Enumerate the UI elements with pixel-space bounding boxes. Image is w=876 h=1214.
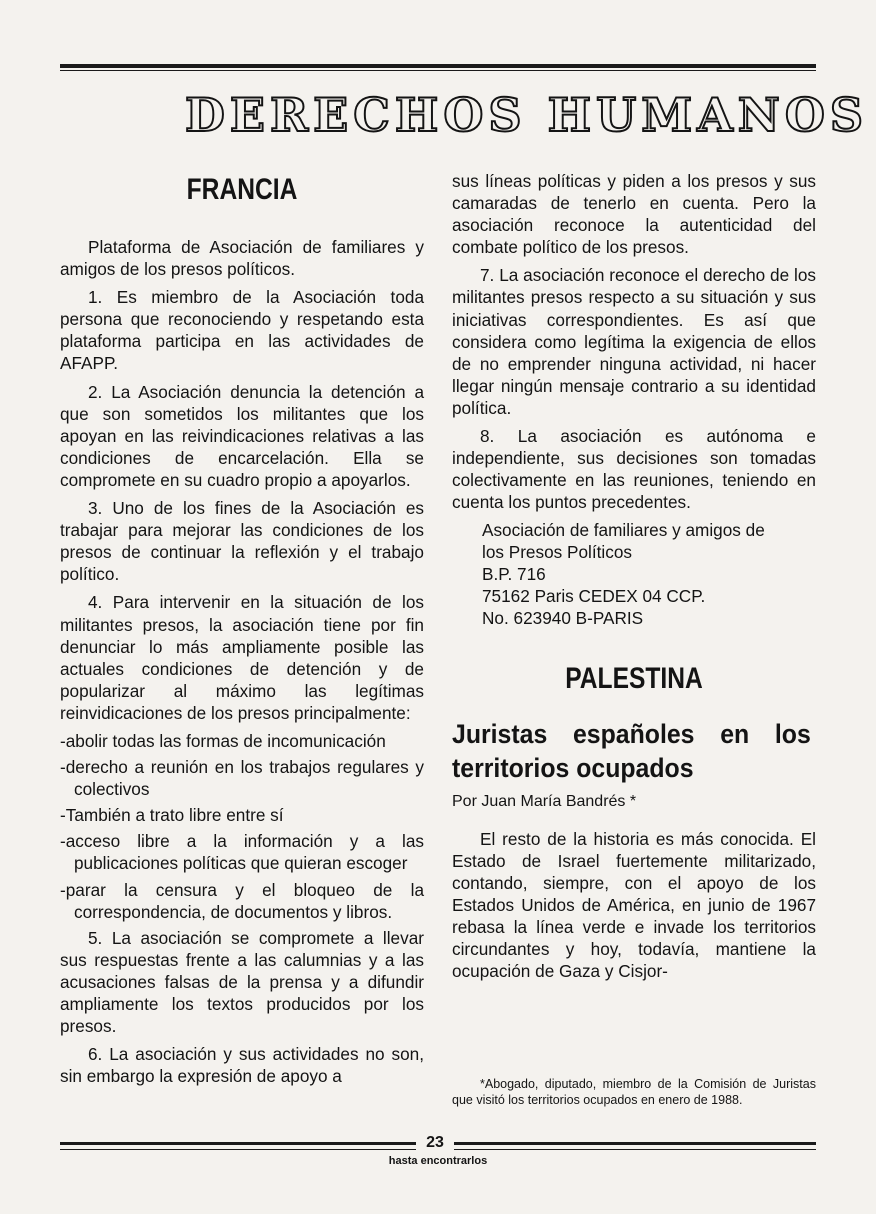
address-line: 75162 Paris CEDEX 04 CCP.: [482, 586, 706, 607]
francia-point-3: 3. Uno de los fines de la Asociación es trabajar para mejorar las condiciones de los presos de continuar la reflexión y el trabajo político.: [60, 498, 424, 585]
demand-item: -acceso libre a la información y a las publicaciones políticas que quieran escoger: [60, 831, 424, 874]
francia-point-6-continued: sus líneas políticas y piden a los presos y sus camaradas de tenerlo en cuenta. Pero la asociación reconoce la autenticidad del combate político de los presos.: [452, 171, 816, 258]
francia-point-5: 5. La asociación se compromete a llevar sus respuestas frente a las calumnias y a las acusaciones falsas de la prensa y a difundir ampliamente los textos producidos por los presos.: [60, 927, 424, 1037]
author-footnote: *Abogado, diputado, miembro de la Comisión de Juristas que visitó los territorios ocupados en enero de 1988.: [452, 1077, 816, 1107]
francia-intro: Plataforma de Asociación de familiares y amigos de los presos políticos.: [60, 237, 424, 280]
address-line: B.P. 716: [482, 564, 546, 585]
palestina-paragraph: El resto de la historia es más conocida. El Estado de Israel fuertemente militarizado, contando, siempre, con el apoyo de los Estados Unidos de América, en junio de 1967 rebasa la línea verde e invade los territorios circundantes y hoy, todavía, mantiene la ocupación de Gaza y Cisjor-: [452, 828, 816, 982]
francia-point-6: 6. La asociación y sus actividades no son, sin embargo la expresión de apoyo a: [60, 1044, 424, 1087]
article-title: [452, 717, 811, 785]
francia-point-4: 4. Para intervenir en la situación de los militantes presos, la asociación tiene por fin denunciar lo más ampliamente posible las actuales condiciones de detención y de popularizar al máximo las legítimas reinvidicaciones de los presos principalmente:: [60, 592, 424, 723]
address-line: Asociación de familiares y amigos de: [482, 520, 765, 541]
address-line: No. 623940 B-PARIS: [482, 608, 644, 629]
demand-item: -abolir todas las formas de incomunicación: [60, 730, 386, 751]
footer-rule-right: [454, 1142, 816, 1150]
palestina-heading: PALESTINA: [565, 662, 703, 696]
francia-heading: FRANCIA: [186, 173, 298, 206]
francia-point-8: 8. La asociación es autónoma e independiente, sus decisiones son tomadas colectivamente en las reuniones, teniendo en cuenta los puntos precedentes.: [452, 426, 816, 513]
francia-point-1: 1. Es miembro de la Asociación toda persona que reconociendo y respetando esta plataforma participa en las actividades de AFAPP.: [60, 287, 424, 374]
francia-point-7: 7. La asociación reconoce el derecho de los militantes presos respecto a su situación y sus iniciativas correspondientes. Es así que considera como legítima la exigencia de ellos de no emprender ninguna actividad, ni hacer llegar ningún mensaje contrario a su identidad política.: [452, 265, 816, 418]
address-line: los Presos Políticos: [482, 542, 632, 563]
page-number: 23: [426, 1134, 444, 1151]
demand-item: -derecho a reunión en los trabajos regulares y colectivos: [60, 757, 424, 800]
demand-item: -También a trato libre entre sí: [60, 805, 284, 826]
left-column: [60, 170, 424, 1093]
francia-point-2: 2. La Asociación denuncia la detención a que son sometidos los militantes que los apoyan en las reivindicaciones relativas a las condiciones de encarcelación. Ella se compromete en su cuadro propio a apoyarlos.: [60, 381, 424, 490]
section-banner: DERECHOS HUMANOS: [185, 88, 869, 142]
top-rule: [60, 64, 816, 71]
demands-list: [60, 730, 424, 923]
footer-rule-left: [60, 1142, 416, 1150]
demand-item: -parar la censura y el bloqueo de la correspondencia, de documentos y libros.: [60, 879, 424, 922]
association-address: [482, 519, 816, 629]
right-column: [452, 170, 816, 988]
article-byline: Por Juan María Bandrés *: [452, 793, 637, 811]
publication-label: hasta encontrarlos: [388, 1155, 488, 1167]
article-title-text: Juristas españoles en los territorios ocupados: [452, 719, 811, 784]
